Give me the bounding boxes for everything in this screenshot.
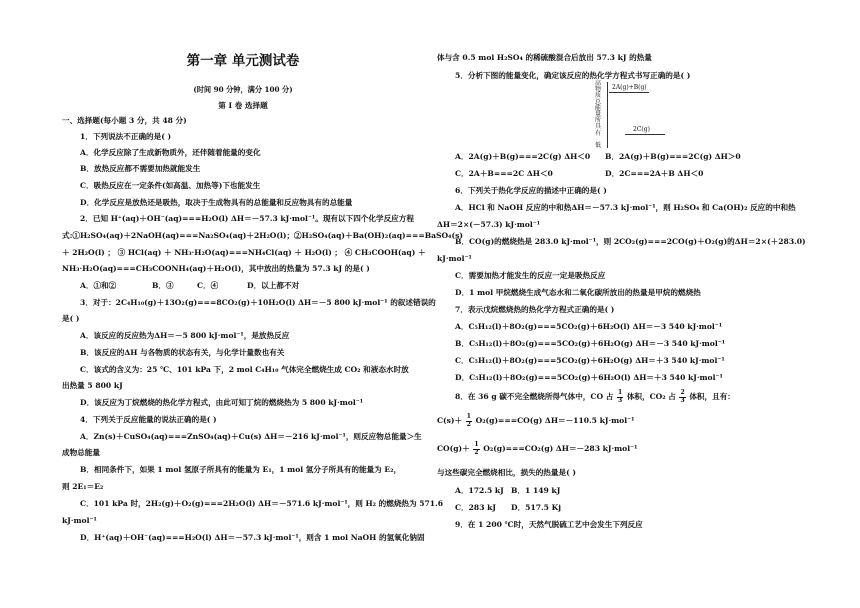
right-option: A．2A(g)＋B(g)===2C(g) ΔH＜0 [455,152,591,161]
energy-diagram [585,80,695,150]
left-text-line: 成物总能量 [62,448,100,457]
q8-option-b: B．1 149 kJ [511,486,561,495]
left-text-line: 1．下列说法不正确的是( ) [80,132,172,141]
left-text-line: NH₃·H₂O(aq)===CH₃COONH₄(aq)＋H₂O(l)，其中放出的热量为 57.3 kJ 的是( ) [62,264,370,273]
right-text-line: B．CO(g)的燃烧热是 283.0 kJ·mol⁻¹，则 2CO₂(g)===2CO(g)＋O₂(g)的ΔH＝2×(＋283.0) [455,237,806,246]
right-option: C．2A＋B===2C ΔH＜0 [455,169,553,178]
left-text-line: B．相同条件下，如果 1 mol 氢原子所具有的能量为 E₁，1 mol 氢分子所具有的能量为 E₂， [80,465,402,474]
energy-axis-char: 能 [595,104,602,112]
q8-ask: 与这些碳完全燃烧相比，损失的热量是( ) [437,468,576,477]
left-text-line: D．H⁺(aq)＋OH⁻(aq)===H₂O(l) ΔH＝－57.3 kJ·mol⁻¹，则含 1 mol NaOH 的氢氧化钠固 [80,533,425,542]
left-text-line: 则 2E₁＝E₂ [62,482,104,491]
right-text-line: 体与含 0.5 mol H₂SO₄ 的稀硫酸混合后放出 57.3 kJ 的热量 [437,53,652,62]
left-option: B．③ [152,281,174,290]
energy-level-low [625,134,665,135]
left-text-line: ＋ 2H₂O(l) ； ③ HCl(aq) ＋ NH₃·H₂O(aq)===NH₄Cl(aq) ＋ H₂O(l) ； ④ CH₃COOH(aq) ＋ [62,248,426,257]
energy-level-low-label: 2C(g) [633,126,650,133]
right-text-line: D．C₅H₁₂(l)＋8O₂(g)===5CO₂(g)＋6H₂O(l) ΔH＝＋3 540 kJ·mol⁻¹ [455,373,723,382]
page-title: 第一章 单元测试卷 [186,53,300,69]
left-text-line: 2．已知 H⁺(aq)＋OH⁻(aq)===H₂O(l) ΔH＝－57.3 kJ·mol⁻¹。现有以下四个化学反应方程 [80,214,414,223]
left-text-line: 出热量 5 800 kJ [62,381,123,390]
left-option: C．④ [197,281,219,290]
energy-axis-char: 量 [595,111,602,118]
left-text-line: D．化学反应是放热还是吸热，取决于生成物具有的总能量和反应物具有的总能量 [80,198,353,207]
right-text-line: C．需要加热才能发生的反应一定是吸热反应 [455,271,606,280]
right-text-line: A．C₅H₁₂(l)＋8O₂(g)===5CO₂(g)＋6H₂O(l) ΔH＝－3 540 kJ·mol⁻¹ [455,322,723,331]
q8-equation-1: C(s)＋ $\frac{1}{2}$ O₂(g)===CO(g) ΔH＝－110.5 kJ·mol⁻¹ [437,413,635,428]
left-text-line: D．该反应为丁烷燃烧的热化学方程式，由此可知丁烷的燃烧热为 5 800 kJ·mol⁻¹ [80,398,364,407]
left-option: A．①和② [80,281,117,290]
energy-axis-char: 总 [595,98,602,106]
right-text-line: 7．表示戊烷燃烧热的热化学方程式正确的是( ) [455,305,615,314]
left-text-line: 3．对于：2C₄H₁₀(g)＋13O₂(g)===8CO₂(g)＋10H₂O(l) ΔH＝－5 800 kJ·mol⁻¹ 的叙述错误的 [80,298,436,307]
energy-axis-char: 有 [595,129,602,137]
left-text-line: 一、选择题(每小题 3 分，共 48 分) [62,116,187,125]
left-text-line: C．吸热反应在一定条件(如高温、加热等)下也能发生 [80,181,261,190]
energy-axis-char: 具 [595,123,602,131]
right-text-line: C．C₅H₁₂(l)＋8O₂(g)===5CO₂(g)＋6H₂O(g) ΔH＝＋3 540 kJ·mol⁻¹ [455,356,725,365]
section-heading: 第 I 卷 选择题 [218,101,268,110]
left-text-line: A．化学反应除了生成新物质外，还伴随着能量的变化 [80,148,261,157]
left-text-line: A．该反应的反应热为ΔH＝－5 800 kJ·mol⁻¹，是放热反应 [80,331,290,340]
right-option: B．2A(g)＋B(g)===2C(g) ΔH＞0 [605,152,741,161]
q8-option-d: D．517.5 Kj [511,503,561,512]
left-text-line: B．该反应的ΔH 与各物质的状态有关，与化学计量数也有关 [80,348,285,357]
energy-axis-char: 质 [595,92,602,100]
energy-axis-char: 物 [595,86,602,94]
fraction-one-third: $\frac{1}{3}$ [617,389,623,404]
exam-info: (时间 90 分钟，满分 100 分) [193,85,293,94]
energy-level-high-label: 2A(g)+B(g) [612,84,647,91]
right-text-line: 6．下列关于热化学反应的描述中正确的是( ) [455,186,607,195]
q8-option-c: C．283 kJ [455,503,496,512]
right-text-line: 5．分析下图的能量变化，确定该反应的热化学方程式书写正确的是( ) [455,71,691,80]
right-text-line: A．HCl 和 NaOH 反应的中和热ΔH＝－57.3 kJ·mol⁻¹，则 H₂SO₄ 和 Ca(OH)₂ 反应的中和热 [455,203,796,212]
fraction-two-thirds: $\frac{2}{3}$ [680,389,685,404]
left-text-line: C．101 kPa 时，2H₂(g)＋O₂(g)===2H₂O(l) ΔH＝－571.6 kJ·mol⁻¹，则 H₂ 的燃烧热为 571.6 [80,499,444,508]
left-text-line: B．放热反应都不需要加热就能发生 [80,164,201,173]
fraction-one-half: $\frac{1}{2}$ [466,413,471,428]
q8-stem: 8．在 36 g 碳不完全燃烧所得气体中，CO 占 $\frac{1}{3}$ 体积，CO₂ 占 $\frac{2}{3}$ 体积，且有： [455,389,735,404]
energy-axis-char: 高 [595,80,602,87]
left-text-line: A．Zn(s)＋CuSO₄(aq)===ZnSO₄(aq)＋Cu(s) ΔH＝－216 kJ·mol⁻¹，则反应物总能量＞生 [80,432,422,441]
left-text-line: 4．下列关于反应能量的说法正确的是( ) [80,415,217,424]
energy-axis-char: 低 [595,142,602,149]
left-text-line: C．该式的含义为：25 ℃、101 kPa 下，2 mol C₄H₁₀ 气体完全燃烧生成 CO₂ 和液态水时放 [80,365,409,374]
q9-stem: 9．在 1 200 ℃时，天然气脱硫工艺中会发生下列反应 [455,520,643,529]
right-text-line: kJ·mol⁻¹ [437,254,472,263]
energy-axis [607,82,608,148]
energy-level-high [609,92,649,93]
left-text-line: 式:①H₂SO₄(aq)＋2NaOH(aq)===Na₂SO₄(aq)＋2H₂O(l)；②H₂SO₄(aq)＋Ba(OH)₂(aq)===BaSO₄(s) [62,231,463,240]
left-text-line: 是( ) [62,314,80,323]
energy-axis-char: 所 [595,117,602,125]
right-text-line: ΔH＝2×(－57.3) kJ·mol⁻¹ [437,220,541,229]
left-text-line: kJ·mol⁻¹ [62,516,97,525]
fraction-one-half: $\frac{1}{2}$ [474,441,479,456]
q8-option-a: A．172.5 kJ [455,486,504,495]
left-option: D．以上都不对 [247,281,300,290]
q8-equation-2: CO(g)＋ $\frac{1}{2}$ O₂(g)===CO₂(g) ΔH＝－283 kJ·mol⁻¹ [437,441,638,456]
right-text-line: B．C₅H₁₂(l)＋8O₂(g)===5CO₂(g)＋6H₂O(g) ΔH＝－3 540 kJ·mol⁻¹ [455,339,726,348]
right-text-line: D．1 mol 甲烷燃烧生成气态水和二氧化碳所放出的热量是甲烷的燃烧热 [455,288,701,297]
right-option: D．2C===2A＋B ΔH＜0 [605,169,704,178]
